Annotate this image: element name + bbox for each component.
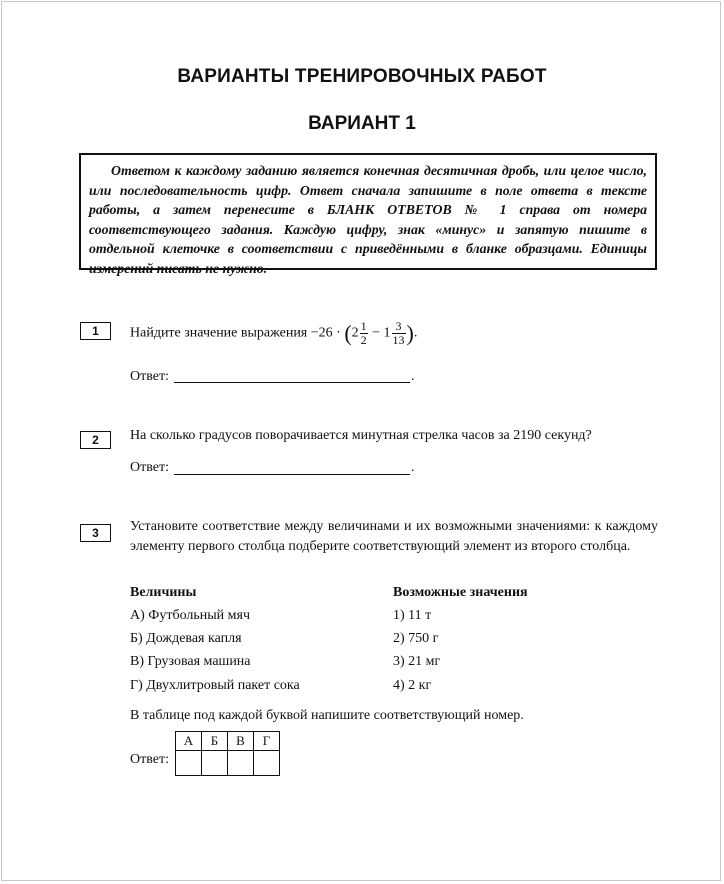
expr-whole-1: 2 bbox=[351, 325, 359, 341]
left-item-v: В) Грузовая машина bbox=[130, 654, 251, 669]
fraction-2-numerator: 3 bbox=[392, 320, 406, 334]
answer-end-1: . bbox=[411, 369, 415, 384]
task-1-question bbox=[130, 320, 417, 347]
table-instruction: В таблице под каждой буквой напишите соответствующий номер. bbox=[130, 708, 524, 723]
right-item-1: 1) 11 т bbox=[393, 608, 432, 623]
left-item-g: Г) Двухлитровый пакет сока bbox=[130, 678, 300, 693]
task-3-text: Установите соответствие между величинами и их возможными значениями: к каждому элементу первого столбца подберите соответствующий элемент из второго столбца. bbox=[130, 519, 658, 554]
letter-header-b: Б bbox=[202, 732, 228, 751]
close-paren: ) bbox=[406, 320, 414, 346]
right-item-2: 2) 750 г bbox=[393, 631, 439, 646]
fraction-2 bbox=[392, 320, 406, 347]
answer-cell-a[interactable] bbox=[176, 751, 202, 776]
instructions-box bbox=[79, 153, 657, 276]
answer-line-2[interactable] bbox=[174, 474, 410, 475]
answer-label-3: Ответ: bbox=[130, 752, 169, 767]
answer-line-1[interactable] bbox=[174, 382, 410, 383]
right-item-4: 4) 2 кг bbox=[393, 678, 432, 693]
answer-label-1: Ответ: bbox=[130, 369, 169, 384]
task-1-text: Найдите значение выражения bbox=[130, 325, 308, 341]
answer-table bbox=[175, 731, 280, 776]
right-column-header: Возможные значения bbox=[393, 585, 528, 600]
fraction-1 bbox=[360, 320, 368, 347]
open-paren: ( bbox=[344, 320, 352, 346]
task-1-expr-lead: −26 · bbox=[310, 325, 341, 341]
answer-cell-b[interactable] bbox=[202, 751, 228, 776]
task-2-text: На сколько градусов поворачивается минутная стрелка часов за 2190 секунд? bbox=[130, 428, 592, 443]
left-item-b: Б) Дождевая капля bbox=[130, 631, 242, 646]
letter-header-a: А bbox=[176, 732, 202, 751]
answer-label-2: Ответ: bbox=[130, 460, 169, 475]
variant-title: ВАРИАНТ 1 bbox=[308, 113, 416, 134]
right-item-3: 3) 21 мг bbox=[393, 654, 441, 669]
answer-cell-g[interactable] bbox=[254, 751, 280, 776]
instructions-text: Ответом к каждому заданию является конечная десятичная дробь, или целое число, или последовательность цифр. Ответ сначала запишите в поле ответа в тексте работы, а затем перенесите в БЛАНК ОТВЕТОВ № 1 справа от номера соответствующего задания. Каждую цифру, знак «минус» и запятую пишите в отдельной клеточке в соответствии с приведёнными в бланке образцами. Единицы измерений писать не нужно. bbox=[89, 163, 647, 276]
answer-end-2: . bbox=[411, 460, 415, 475]
fraction-1-numerator: 1 bbox=[360, 319, 367, 333]
task-number-3: 3 bbox=[80, 524, 111, 542]
expr-operator: − 1 bbox=[372, 325, 391, 341]
answer-cell-v[interactable] bbox=[228, 751, 254, 776]
letter-header-v: В bbox=[228, 732, 254, 751]
expr-end: . bbox=[413, 325, 418, 341]
left-column-header: Величины bbox=[130, 585, 197, 600]
task-number-2: 2 bbox=[80, 431, 111, 449]
left-item-a: А) Футбольный мяч bbox=[130, 608, 250, 623]
task-number-1: 1 bbox=[80, 322, 111, 340]
letter-header-g: Г bbox=[254, 732, 280, 751]
page-title: ВАРИАНТЫ ТРЕНИРОВОЧНЫХ РАБОТ bbox=[177, 66, 547, 87]
fraction-2-denominator: 13 bbox=[392, 333, 405, 347]
fraction-1-denominator: 2 bbox=[360, 333, 367, 347]
